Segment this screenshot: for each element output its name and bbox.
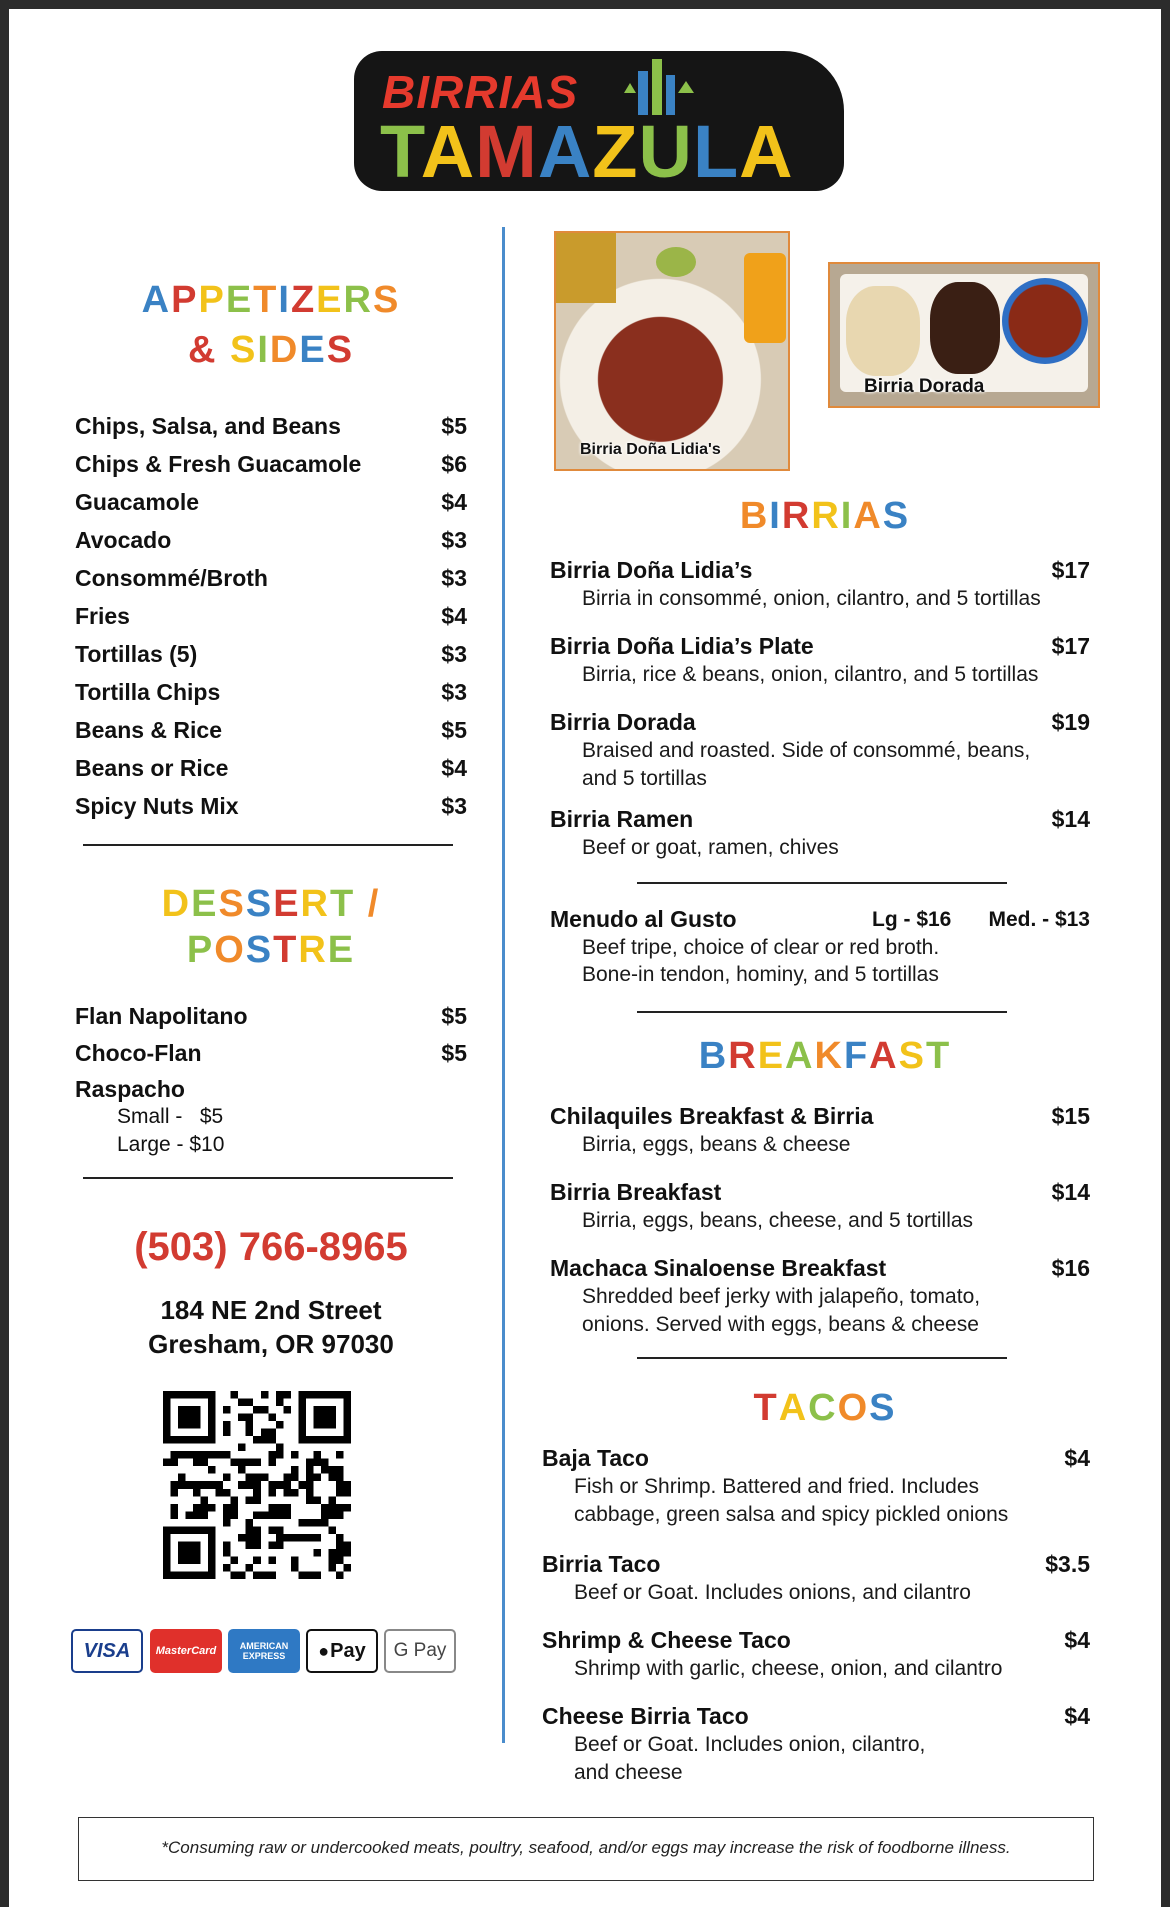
- item-price: $4: [1064, 1703, 1090, 1729]
- menudo-price-lg: Lg - $16: [872, 908, 952, 931]
- item-name: Avocado: [75, 527, 172, 553]
- menudo-desc-line: Beef tripe, choice of clear or red broth.: [582, 936, 940, 959]
- item-desc-line: and cheese: [574, 1761, 683, 1784]
- breakfast-heading: BREAKFAST: [698, 1035, 952, 1077]
- item-desc-line: Shredded beef jerky with jalapeño, tomato,: [582, 1285, 981, 1308]
- menu-item: [75, 755, 467, 785]
- item-price: $17: [1051, 633, 1090, 659]
- item-name: Beans & Rice: [75, 717, 223, 743]
- item-name: Machaca Sinaloense Breakfast: [550, 1255, 887, 1281]
- menu-item: [75, 413, 467, 443]
- logo-line2: TAMAZULA: [380, 110, 794, 193]
- item-name: Chips, Salsa, and Beans: [75, 413, 341, 439]
- menu-item: [75, 565, 467, 595]
- item-price: $3.5: [1045, 1551, 1090, 1577]
- item-desc-line: Beef or Goat. Includes onions, and cilantro: [574, 1581, 971, 1604]
- photo-rice: [846, 286, 920, 376]
- item-desc-line: onions. Served with eggs, beans & cheese: [582, 1313, 979, 1336]
- item-name: Chips & Fresh Guacamole: [75, 451, 362, 477]
- item-desc-line: Birria in consommé, onion, cilantro, and 5 tortillas: [582, 587, 1041, 610]
- item-price: $3: [441, 641, 467, 667]
- item-name: Chilaquiles Breakfast & Birria: [550, 1103, 874, 1129]
- divider-rule: [637, 882, 1007, 884]
- item-name: Spicy Nuts Mix: [75, 793, 239, 819]
- item-price: $4: [441, 603, 467, 629]
- item-name: Guacamole: [75, 489, 199, 515]
- menu-page: [9, 9, 1161, 1907]
- item-desc-line: Birria, eggs, beans & cheese: [582, 1133, 851, 1156]
- item-desc-line: Shrimp with garlic, cheese, onion, and cilantro: [574, 1657, 1003, 1680]
- photo-bottle: [556, 233, 616, 303]
- item-price: $4: [441, 489, 467, 515]
- menudo-name: Menudo al Gusto: [550, 906, 737, 932]
- logo-line1: BIRRIAS: [382, 66, 579, 118]
- item-name: Birria Doña Lidia’s: [550, 557, 753, 583]
- column-divider: [502, 227, 505, 1743]
- item-name: Birria Taco: [542, 1551, 661, 1577]
- amex-card-icon: AMERICAN EXPRESS: [228, 1629, 300, 1673]
- item-price: $3: [441, 679, 467, 705]
- item-name: Tortillas (5): [75, 641, 198, 667]
- item-desc-line: Fish or Shrimp. Battered and fried. Includes: [574, 1475, 980, 1498]
- item-desc-line: and 5 tortillas: [582, 767, 707, 790]
- photo-meat: [930, 282, 1000, 374]
- address-line2: Gresham, OR 97030: [148, 1329, 394, 1359]
- menu-item: [75, 717, 467, 747]
- appetizers-heading-line2: & SIDES: [187, 329, 355, 371]
- item-name: Beans or Rice: [75, 755, 229, 781]
- item-price: $6: [441, 451, 467, 477]
- item-price: $3: [441, 793, 467, 819]
- item-price: $5: [441, 1040, 467, 1066]
- item-price: $4: [441, 755, 467, 781]
- menu-item: [75, 527, 467, 557]
- appetizers-heading-line1: APPETIZERS: [141, 279, 401, 321]
- divider-rule: [83, 844, 453, 846]
- divider-rule: [637, 1357, 1007, 1359]
- photo-caption: Birria Dorada: [864, 376, 985, 397]
- raspacho-item: [75, 1076, 467, 1106]
- photo-caption: Birria Doña Lidia's: [580, 441, 721, 458]
- item-desc-line: Beef or Goat. Includes onion, cilantro,: [574, 1733, 926, 1756]
- item-price: $5: [441, 413, 467, 439]
- item-price: $16: [1051, 1255, 1090, 1281]
- menudo-desc-line: Bone-in tendon, hominy, and 5 tortillas: [582, 963, 939, 986]
- dessert-heading-line2: POSTRE: [186, 929, 356, 971]
- tacos-heading: TACOS: [753, 1387, 897, 1429]
- menu-item: [75, 1003, 467, 1033]
- item-name: Consommé/Broth: [75, 565, 268, 591]
- cityscape-icon: [616, 53, 706, 117]
- menu-item: [75, 641, 467, 671]
- disclaimer-text: *Consuming raw or undercooked meats, poultry, seafood, and/or eggs may increase the risk of foodborne illness.: [161, 1838, 1011, 1857]
- menudo-price-med: Med. - $13: [988, 908, 1090, 931]
- menu-item: [75, 679, 467, 709]
- birria-dorada-photo: [828, 262, 1100, 408]
- menu-item: [75, 1040, 467, 1070]
- phone-number[interactable]: (503) 766-8965: [134, 1225, 408, 1269]
- item-price: $5: [441, 717, 467, 743]
- address-line1: 184 NE 2nd Street: [160, 1295, 382, 1325]
- item-price: $3: [441, 527, 467, 553]
- item-name: Fries: [75, 603, 130, 629]
- item-name: Birria Dorada: [550, 709, 696, 735]
- qr-code[interactable]: [163, 1391, 351, 1579]
- item-name: Birria Ramen: [550, 806, 694, 832]
- apple-icon: ●: [318, 1640, 330, 1661]
- item-desc-line: cabbage, green salsa and spicy pickled onions: [574, 1503, 1009, 1526]
- birria-dona-lidia-photo: [554, 231, 790, 471]
- item-price: $3: [441, 565, 467, 591]
- raspacho-small: Small - $5: [117, 1105, 224, 1128]
- disclaimer-box: [78, 1817, 1094, 1881]
- item-name: Cheese Birria Taco: [542, 1703, 749, 1729]
- item-name: Birria Breakfast: [550, 1179, 722, 1205]
- menu-item: [75, 451, 467, 481]
- logo: [354, 51, 844, 191]
- visa-card-icon: VISA: [71, 1629, 143, 1673]
- item-desc-line: Braised and roasted. Side of consommé, beans,: [582, 739, 1031, 762]
- menu-item: [75, 489, 467, 519]
- divider-rule: [83, 1177, 453, 1179]
- item-price: $17: [1051, 557, 1090, 583]
- google-pay-icon: G Pay: [384, 1629, 456, 1673]
- item-price: $19: [1051, 709, 1090, 735]
- item-name: Flan Napolitano: [75, 1003, 248, 1029]
- photo-salsa: [656, 247, 696, 277]
- item-name: Choco-Flan: [75, 1040, 202, 1066]
- item-desc-line: Beef or goat, ramen, chives: [582, 836, 839, 859]
- divider-rule: [637, 1011, 1007, 1013]
- item-price: $4: [1064, 1445, 1090, 1471]
- apple-pay-icon: ● Pay: [306, 1629, 378, 1673]
- item-desc-line: Birria, rice & beans, onion, cilantro, and 5 tortillas: [582, 663, 1039, 686]
- item-desc-line: Birria, eggs, beans, cheese, and 5 tortillas: [582, 1209, 974, 1232]
- item-name: Tortilla Chips: [75, 679, 221, 705]
- mastercard-icon: MasterCard: [150, 1629, 222, 1673]
- item-name: Baja Taco: [542, 1445, 649, 1471]
- photo-juice: [744, 253, 786, 343]
- raspacho-name: Raspacho: [75, 1076, 185, 1102]
- item-price: $4: [1064, 1627, 1090, 1653]
- item-name: Shrimp & Cheese Taco: [542, 1627, 791, 1653]
- item-name: Birria Doña Lidia’s Plate: [550, 633, 814, 659]
- item-price: $14: [1051, 806, 1090, 832]
- menu-item: [75, 603, 467, 633]
- birrias-heading: BIRRIAS: [739, 495, 911, 537]
- dessert-heading-line1: DESSERT /: [161, 883, 381, 925]
- menu-item: [75, 793, 467, 823]
- raspacho-large: Large - $10: [117, 1133, 225, 1156]
- photo-consomme: [1002, 278, 1088, 364]
- item-price: $15: [1051, 1103, 1090, 1129]
- item-price: $5: [441, 1003, 467, 1029]
- item-price: $14: [1051, 1179, 1090, 1205]
